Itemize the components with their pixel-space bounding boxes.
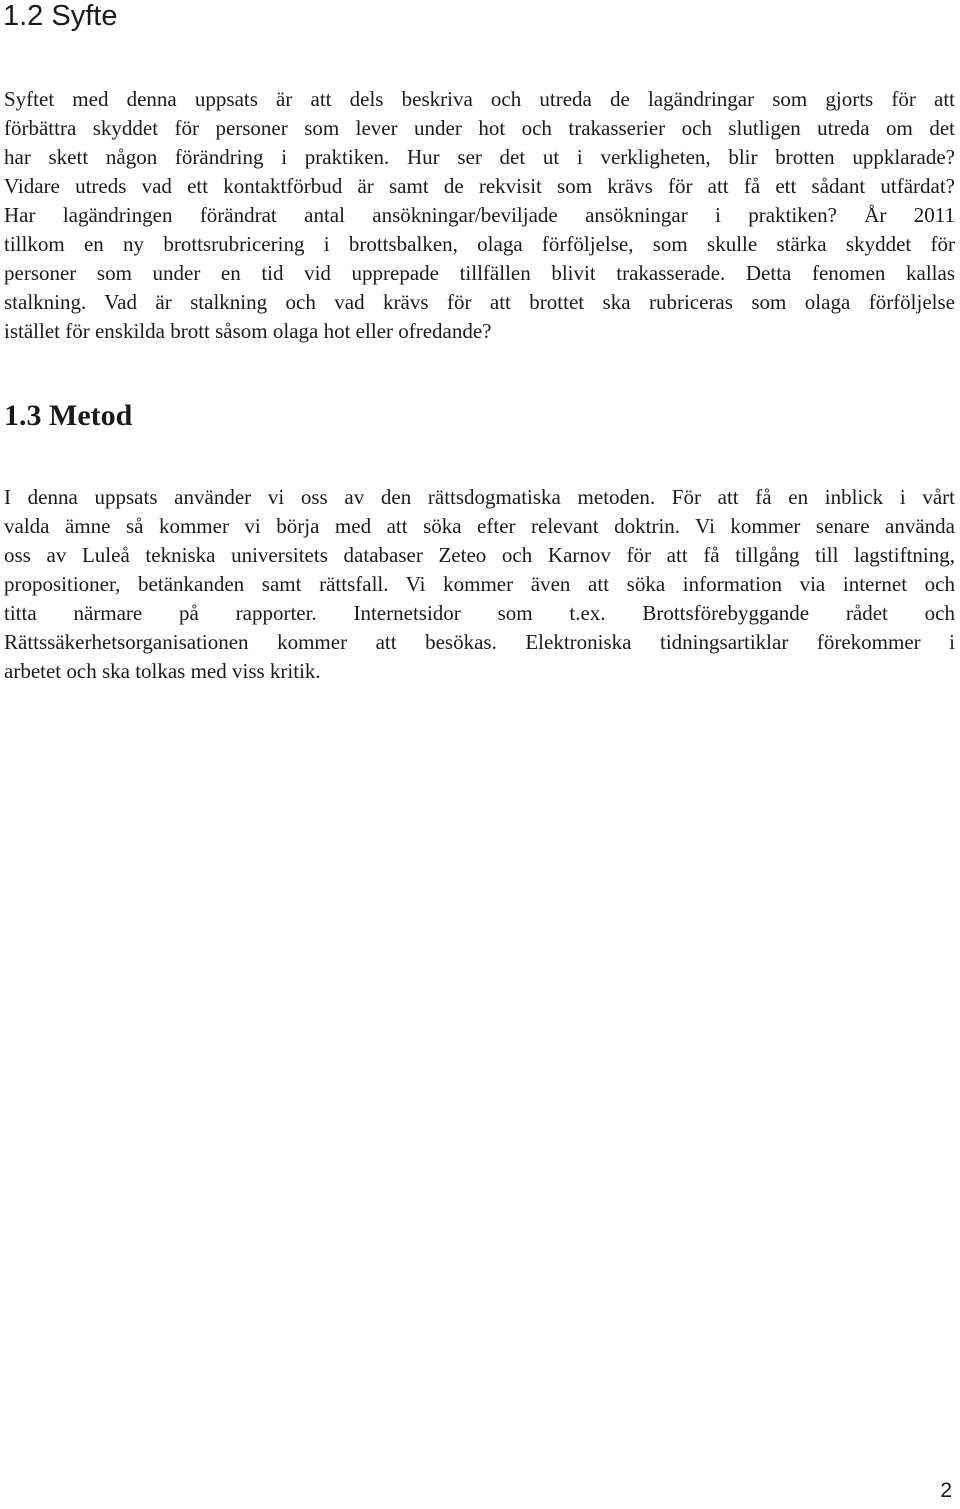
text-line: personer som under en tid vid upprepade tillfällen blivit trakasserade. Detta fenomen kallas — [4, 261, 955, 285]
text-line: valda ämne så kommer vi börja med att söka efter relevant doktrin. Vi kommer senare använda — [4, 514, 955, 538]
text-line: tillkom en ny brottsrubricering i brottsbalken, olaga förföljelse, som skulle stärka skyddet för — [4, 232, 955, 256]
text-line: Vidare utreds vad ett kontaktförbud är samt de rekvisit som krävs för att få ett sådant utfärdat? — [4, 174, 955, 198]
text-line: förbättra skyddet för personer som lever under hot och trakasserier och slutligen utreda om det — [4, 116, 955, 140]
section-heading-syfte: 1.2 Syfte — [3, 0, 118, 32]
paragraph-metod — [4, 483, 955, 686]
text-line: Har lagändringen förändrat antal ansökningar/beviljade ansökningar i praktiken? År 2011 — [4, 203, 955, 227]
text-line: istället för enskilda brott såsom olaga hot eller ofredande? — [4, 319, 492, 343]
text-line: oss av Luleå tekniska universitets databaser Zeteo och Karnov för att få tillgång till lagstiftning, — [4, 543, 955, 567]
text-line: stalkning. Vad är stalkning och vad krävs för att brottet ska rubriceras som olaga förföljelse — [4, 290, 955, 314]
page-number: 2 — [940, 1479, 952, 1502]
text-line: Syftet med denna uppsats är att dels beskriva och utreda de lagändringar som gjorts för att — [4, 87, 955, 111]
text-line: har skett någon förändring i praktiken. Hur ser det ut i verkligheten, blir brotten uppklarade? — [4, 145, 955, 169]
text-line: titta närmare på rapporter. Internetsidor som t.ex. Brottsförebyggande rådet och — [4, 601, 955, 625]
text-line: I denna uppsats använder vi oss av den rättsdogmatiska metoden. För att få en inblick i vårt — [4, 485, 955, 509]
text-line: arbetet och ska tolkas med viss kritik. — [4, 659, 321, 683]
text-line: propositioner, betänkanden samt rättsfall. Vi kommer även att söka information via internet och — [4, 572, 955, 596]
paragraph-syfte — [4, 85, 955, 346]
text-line: Rättssäkerhetsorganisationen kommer att besökas. Elektroniska tidningsartiklar förekommer i — [4, 630, 955, 654]
section-heading-metod: 1.3 Metod — [4, 399, 133, 432]
